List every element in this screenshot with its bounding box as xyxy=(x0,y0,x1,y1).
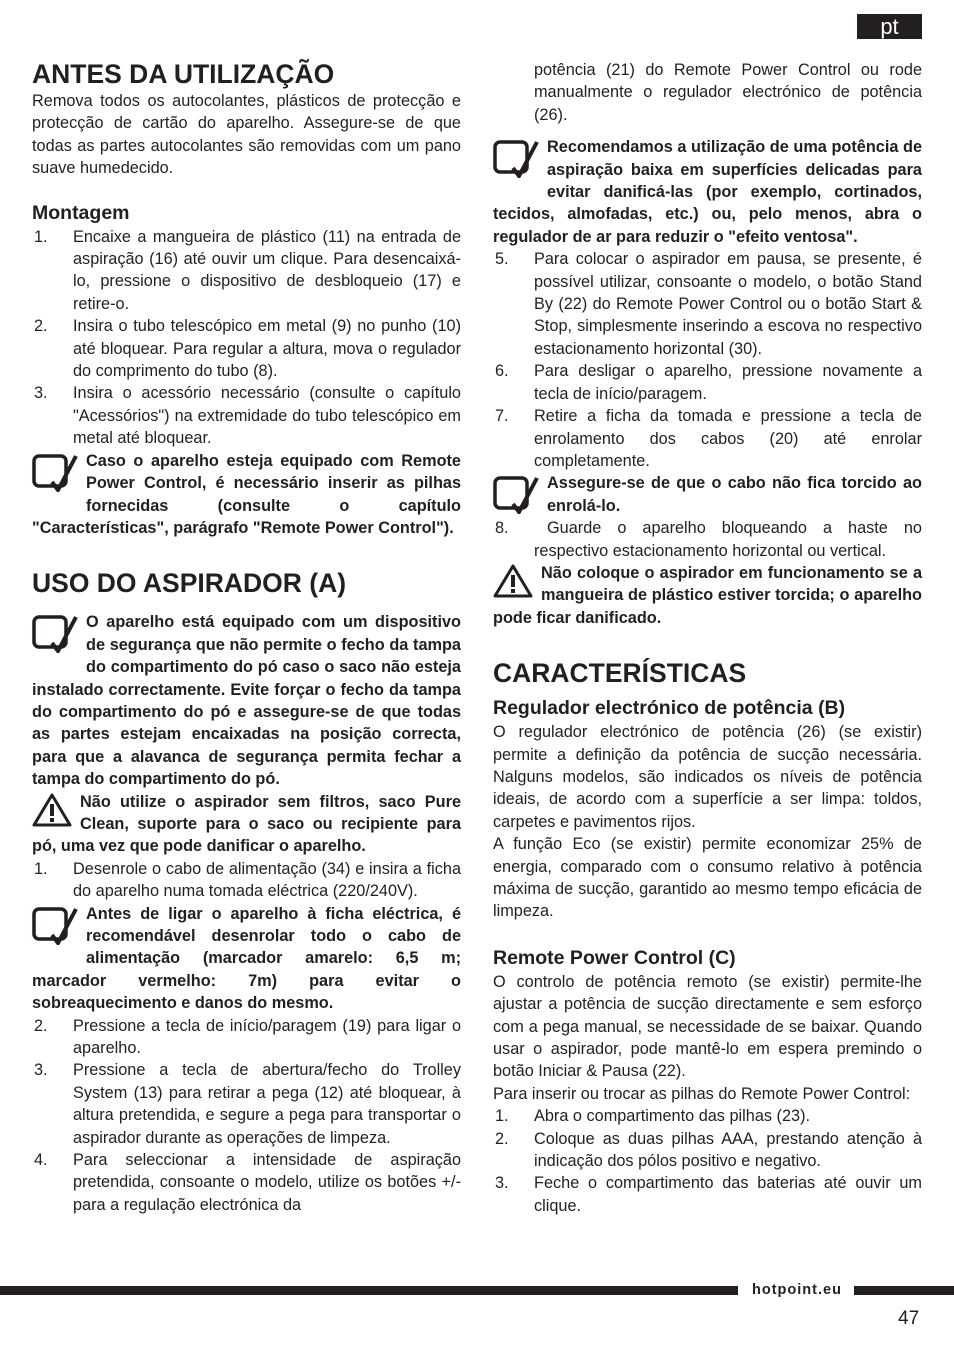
remote-control-title: Remote Power Control (C) xyxy=(493,946,736,969)
note-cable-twist: Assegure-se de que o cabo não fica torcido ao enrolá-lo. xyxy=(493,472,922,517)
checkbox-tick-icon xyxy=(493,474,539,520)
uso-list-b xyxy=(32,1015,461,1217)
regulador-paragraph-1: O regulador electrónico de potência (26) (se existir) permite a definição da potência de sucção necessária. Nalguns modelos, são indicados os níveis de potência ideais, de acordo com a superfície a ser limpa: toldos, carpetes e pavimentos rijos. xyxy=(493,723,922,831)
warning-triangle-icon xyxy=(32,793,72,833)
antes-paragraph: Remova todos os autocolantes, plásticos de protecção e protecção de cartão do aparelho. Assegure-se de que todas as partes autocolantes são removidas com um pano suave humedecido. xyxy=(32,92,461,178)
list-item: 2. Coloque as duas pilhas AAA, prestando atenção à indicação dos pólos positivo e negativo. xyxy=(495,1129,922,1171)
checkbox-tick-icon xyxy=(32,905,78,951)
warning-triangle-icon xyxy=(493,564,533,604)
footer-rule-right xyxy=(854,1286,954,1295)
right-column xyxy=(493,59,922,1217)
remote-control-paragraph-2: Para inserir ou trocar as pilhas do Remote Power Control: xyxy=(493,1084,911,1103)
continued-paragraph: potência (21) do Remote Power Control ou rode manualmente o regulador electrónico de potência (26). xyxy=(534,61,922,124)
list-item: 7. Retire a ficha da tomada e pressione a tecla de enrolamento dos cabos (20) até enrolar completamente. xyxy=(495,407,922,470)
montagem-list xyxy=(32,226,461,450)
list-item: 5. Para colocar o aspirador em pausa, se presente, é possível utilizar, consoante o modelo, o botão Stand By (22) do Remote Power Control ou o botão Start & Stop, simplesmente inserindo a escova no respectivo estacionamento horizontal (30). xyxy=(495,250,922,358)
list-item: 3. Pressione a tecla de abertura/fecho do Trolley System (13) para retirar a pega (12) até bloquear, à altura pretendida, e segure a pega para transportar o aspirador durante as operações de limpeza. xyxy=(34,1061,461,1147)
list-item: 3. Insira o acessório necessário (consulte o capítulo "Acessórios") na extremidade do tubo telescópico em metal até bloquear. xyxy=(34,384,461,448)
checkbox-tick-icon xyxy=(32,452,78,498)
remote-control-paragraph-1: O controlo de potência remoto (se existir) permite-lhe ajustar a potência de sucção directamente e sem esforço com a pega manual, se necessidade de se baixar. Quando usar o aspirador, pode mantê-lo em espera premindo o botão Iniciar & Pausa (22). xyxy=(493,972,922,1081)
checkbox-tick-icon xyxy=(493,138,539,184)
left-column xyxy=(32,58,461,1216)
language-tab: pt xyxy=(857,14,922,39)
section-title-uso: USO DO ASPIRADOR (A) xyxy=(32,568,347,599)
list-item: 6. Para desligar o aparelho, pressione novamente a tecla de início/paragem. xyxy=(495,362,922,403)
warning-filters: Não utilize o aspirador sem filtros, saco Pure Clean, suporte para o saco ou recipiente para pó, uma vez que pode danificar o aparelho. xyxy=(32,792,461,856)
section-title-caracteristicas: CARACTERÍSTICAS xyxy=(493,658,747,689)
list-item: 8. Guarde o aparelho bloqueando a haste no respectivo estacionamento horizontal ou vertical. xyxy=(495,519,922,560)
list-item: 2. Insira o tubo telescópico em metal (9) no punho (10) até bloquear. Para regular a altura, mova o regulador do comprimento do tubo (8). xyxy=(34,317,461,381)
footer-bar xyxy=(0,1282,954,1298)
montagem-title: Montagem xyxy=(32,201,130,224)
list-item: 1. Encaixe a mangueira de plástico (11) na entrada de aspiração (16) até ouvir um clique. Para desencaixá-lo, pressione o dispositivo de desbloqueio (17) e retire-o. xyxy=(34,227,461,313)
checkbox-tick-icon xyxy=(32,613,78,659)
footer-rule-left xyxy=(0,1286,738,1295)
note-low-suction: Recomendamos a utilização de uma potência de aspiração baixa em superfícies delicadas para evitar danificá-las (por exemplo, cortinados, tecidos, almofadas, etc.) ou, pelo menos, abra o regulador de ar para reduzir o "efeito ventosa". xyxy=(493,138,922,246)
warning-twisted-hose: Não coloque o aspirador em funcionamento se a mangueira de plástico estiver torcida; o aparelho pode ficar danificado. xyxy=(493,563,922,627)
list-item: 4. Para seleccionar a intensidade de aspiração pretendida, consoante o modelo, utilize os botões +/- para a regulação electrónica da xyxy=(34,1151,461,1214)
note-safety-device: O aparelho está equipado com um dispositivo de segurança que não permite o fecho da tampa do compartimento do pó caso o saco não esteja instalado correctamente. Evite forçar o fecho da tampa do compartimento do pó e assegure-se de que todas as partes estejam encaixadas na posição correcta, para que a alavanca de segurança permita fechar a tampa do compartimento do pó. xyxy=(32,613,461,789)
list-item: 1. Desenrole o cabo de alimentação (34) e insira a ficha do aparelho numa tomada eléctrica (220/240V). xyxy=(34,859,461,901)
remote-control-list xyxy=(493,1105,922,1217)
note-unwind-cable: Antes de ligar o aparelho à ficha eléctrica, é recomendável desenrolar todo o cabo de alimentação (marcador amarelo: 6,5 m; marcador vermelho: 7m) para evitar o sobreaquecimento e danos do mesmo. xyxy=(32,904,461,1013)
note-remote-batteries: Caso o aparelho esteja equipado com Remote Power Control, é necessário inserir as pilhas fornecidas (consulte o capítulo "Características", parágrafo "Remote Power Control"). xyxy=(32,451,461,537)
regulador-paragraph-2: A função Eco (se existir) permite economizar 25% de energia, comparado com o consumo relativo à potência máxima de sucção, garantido ao mesmo tempo eficácia de limpeza. xyxy=(493,835,922,921)
uso-list-a xyxy=(32,858,461,903)
regulador-title: Regulador electrónico de potência (B) xyxy=(493,697,846,720)
uso-list-d xyxy=(493,517,922,562)
footer-site: hotpoint.eu xyxy=(752,1282,842,1298)
list-item: 1. Abra o compartimento das pilhas (23). xyxy=(495,1107,811,1126)
uso-list-c xyxy=(493,248,922,472)
page-number: 47 xyxy=(898,1308,920,1329)
list-item: 2. Pressione a tecla de início/paragem (19) para ligar o aparelho. xyxy=(34,1016,461,1058)
section-title-antes: ANTES DA UTILIZAÇÃO xyxy=(32,59,335,89)
list-item: 3. Feche o compartimento das baterias até ouvir um clique. xyxy=(495,1174,922,1215)
